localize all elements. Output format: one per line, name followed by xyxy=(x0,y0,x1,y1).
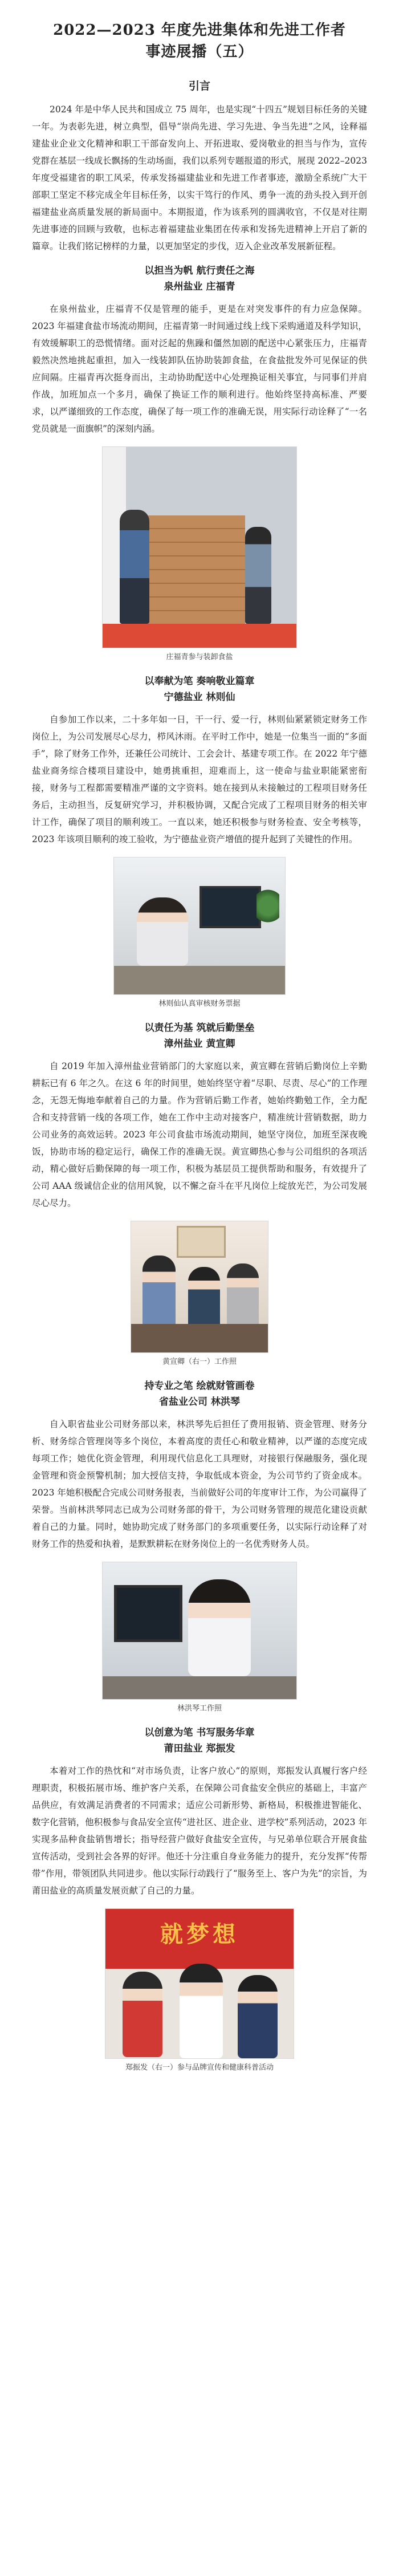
section-zhuang-fuqing xyxy=(32,263,367,663)
section-headline: 以创意为笔 书写服务华章 xyxy=(144,1727,255,1738)
photo-banner-text: 就梦想 xyxy=(160,1921,239,1948)
photo-caption: 林则仙认真审核财务票据 xyxy=(158,999,241,1008)
section-person: 莆田盐业 郑振发 xyxy=(164,1743,235,1754)
photo-caption: 庄福青参与装卸食盐 xyxy=(166,653,233,661)
section-paragraph: 在泉州盐业，庄福青不仅是管理的能手，更是在对突发事件的有力应急保障。2023 年福建食盐市场流动期间，庄福青第一时间通过线上线下采购通道及科学知识，有效缓解职工的恐慌情绪。面对泛起的焦躁和僵然加剧的配送中心紧张压力，庄福青毅然决然地挑起重担，加入一线装卸队伍协助装卸食盐，在食盐批发外可见保证的供应间隔。庄福青再次挺身而出，主动协助配送中心处理换证相关事宜，与同事们并肩作战，加班加点一个多月，确保了换证工作的顺利进行。他始终坚持高标准、严要求，以严谨细致的工作态度，确保了每一项工作的准确无误，用实际行动诠释了“一名党员就是一面旗帜”的深刻内涵。 xyxy=(32,304,367,434)
intro-paragraph: 2024 年是中华人民共和国成立 75 周年，也是实现“十四五”规划目标任务的关键一年。为表彰先进，树立典型，倡导“崇尚先进、学习先进、争当先进”之风，诠释福建盐业企业文化精神和职工干部奋发向上、开拓进取、爱岗敬业的担当与作为，宣传党群在基层一线成长飘扬的生动场面，我们以系列专题报道的形式，展现 2022–2023 年度受福建省的职工风采，传承发扬福建盐业和先进工作者事迹，激励全系统广大干部职工坚定不移完成全年目标任务，以实干笃行的作风、勇争一流的劲头投入到开创福建盐业高质量发展的新局面中。本期报道，作为该系列的圆满收官，不仅是对往期先进事迹的回顾与致敬，也标志着福建盐业集团在传承和发扬先进精神上开启了新的篇章。让我们铭记榜样的力量，以更加坚定的步伐，迈入企业改革发展新征程。 xyxy=(32,104,367,251)
section-paragraph: 自入职省盐业公司财务部以来，林洪琴先后担任了费用报销、资金管理、财务分析、财务综合管理岗等多个岗位，本着高度的责任心和敬业精神，以严谨的态度完成每项工作；她优化资金管理，利用现代信息化工具理财，对接银行保融服务，强化现金管理和资金预警机制；加大授信支持，争取低成本资金，为公司节约了资金成本。2023 年她积极配合完成公司财务报表，当前做好公司的年度审计工作，为公司赢得了荣誉。当前林洪琴同志已成为公司财务部的骨干，为公司财务管理的规范化建设贡献着自己的力量。同时，她协助完成了财务部门的多项重要任务，以实际行动诠释了对财务工作的热爱和执着，是默默耕耘在财务岗位上的一名优秀财务人员。 xyxy=(32,1419,367,1549)
photo-meeting xyxy=(131,1221,268,1353)
section-person: 漳州盐业 黄宣卿 xyxy=(164,1038,235,1050)
section-lin-hongqin xyxy=(32,1378,367,1714)
photo-caption: 郑振发（右一）参与品牌宣传和健康科普活动 xyxy=(125,2063,274,2072)
section-lin-zexian xyxy=(32,673,367,1010)
section-person: 省盐业公司 林洪琴 xyxy=(159,1396,240,1408)
section-headline: 持专业之笔 绘就财管画卷 xyxy=(144,1380,255,1392)
section-paragraph: 自 2019 年加入漳州盐业营销部门的大家庭以来，黄宣卿在营销后勤岗位上辛勤耕耘已有 6 年之久。在这 6 年的时间里，她始终坚守着“尽职、尽责、尽心”的工作理念，无怨无悔地奉献着自己的力量。作为营销后勤工作者，她始终勤勉工作，全力配合和支持营销一线的各项工作，她在工作中主动对接客户，精准统计营销数据，助力公司业务的高效运转。2023 年公司食盐市场流动期间，她坚守岗位，加班至深夜晚饭，协助市场的稳定运行，确保工作的准确无误。黄宣卿热心参与公司组织的各项活动，精心做好后勤保障的每一项工作，积极为基层员工提供帮助和服务，有效提升了公司 AAA 级诚信企业的信用风貌，以不懈之奋斗在平凡岗位上绽放光芒，为公司发展尽心尽力。 xyxy=(32,1061,367,1208)
photo-caption: 林洪琴工作照 xyxy=(177,1704,222,1713)
photo-caption: 黄宣卿（右一）工作照 xyxy=(162,1358,237,1366)
section-huang-xuanqing xyxy=(32,1020,367,1368)
photo-reviewing-invoices xyxy=(113,857,286,995)
section-zheng-zhenfa xyxy=(32,1725,367,2074)
title-line-2: 事迹展播（五） xyxy=(145,43,254,60)
photo-brand-event xyxy=(105,1908,294,2059)
section-paragraph: 自参加工作以来，二十多年如一日，干一行、爱一行，林则仙紧紧锁定财务工作岗位上，为公司发展尽心尽力，栉风沐雨。在平时工作中，她是一位集当一面的“多面手”，除了财务工作外，还兼任公司统计、工会会计、基建专项工作。在 2022 年宁德盐业商务综合楼项目建设中，她勇挑重担，迎难而上，这一使命与盐业职能紧密衔接，财务与工程都需要精准严谨的文字资料。她在接到从未接触过的工程项目财务任务后，主动担当，反复研究学习，并积极协调，又配合完成了工程项目财务的相关审计工作，确保了项目的顺利竣工。一直以来，她还积极参与财务检查、安全考核等，2023 年该项目顺利的竣工验收，为宁德盐业资产增值的提升起到了关键性的作用。 xyxy=(32,714,367,844)
intro-heading: 引言 xyxy=(188,80,210,92)
photo-unloading-salt xyxy=(102,446,297,648)
section-headline: 以担当为帆 航行责任之海 xyxy=(144,265,255,277)
section-headline: 以责任为基 筑就后勤堡垒 xyxy=(144,1022,255,1034)
title-line-1: 2022—2023 年度先进集体和先进工作者 xyxy=(53,22,346,39)
photo-at-desk xyxy=(102,1562,297,1700)
page-title xyxy=(32,19,367,63)
section-person: 宁德盐业 林则仙 xyxy=(164,692,235,703)
section-paragraph: 本着对工作的热忱和“对市场负责，让客户放心”的原则，郑振发认真履行客户经理职责，积极拓展市场、维护客户关系，在保障公司食盐安全供应的基础上，丰富产品供应，有效满足消费者的不同需求；适应公司新形势、新格局，积极推进智能化、数字化营销，他积极参与食品安全宣传“进社区、进企业、进学校”系列活动，2023 年实现多品种食盐销售增长；指导经营户做好食盐安全宣传，与兄弟单位联合开展食盐宣传活动，受到社会各界的好评。他还十分注重自身业务能力的提升，充分发挥“传帮带”作用，带领团队共同进步。他以实际行动践行了“服务至上、客户为先”的宗旨，为莆田盐业的高质量发展贡献了自己的力量。 xyxy=(32,1766,367,1896)
section-headline: 以奉献为笔 奏响敬业篇章 xyxy=(144,676,255,687)
section-person: 泉州盐业 庄福青 xyxy=(164,281,235,292)
